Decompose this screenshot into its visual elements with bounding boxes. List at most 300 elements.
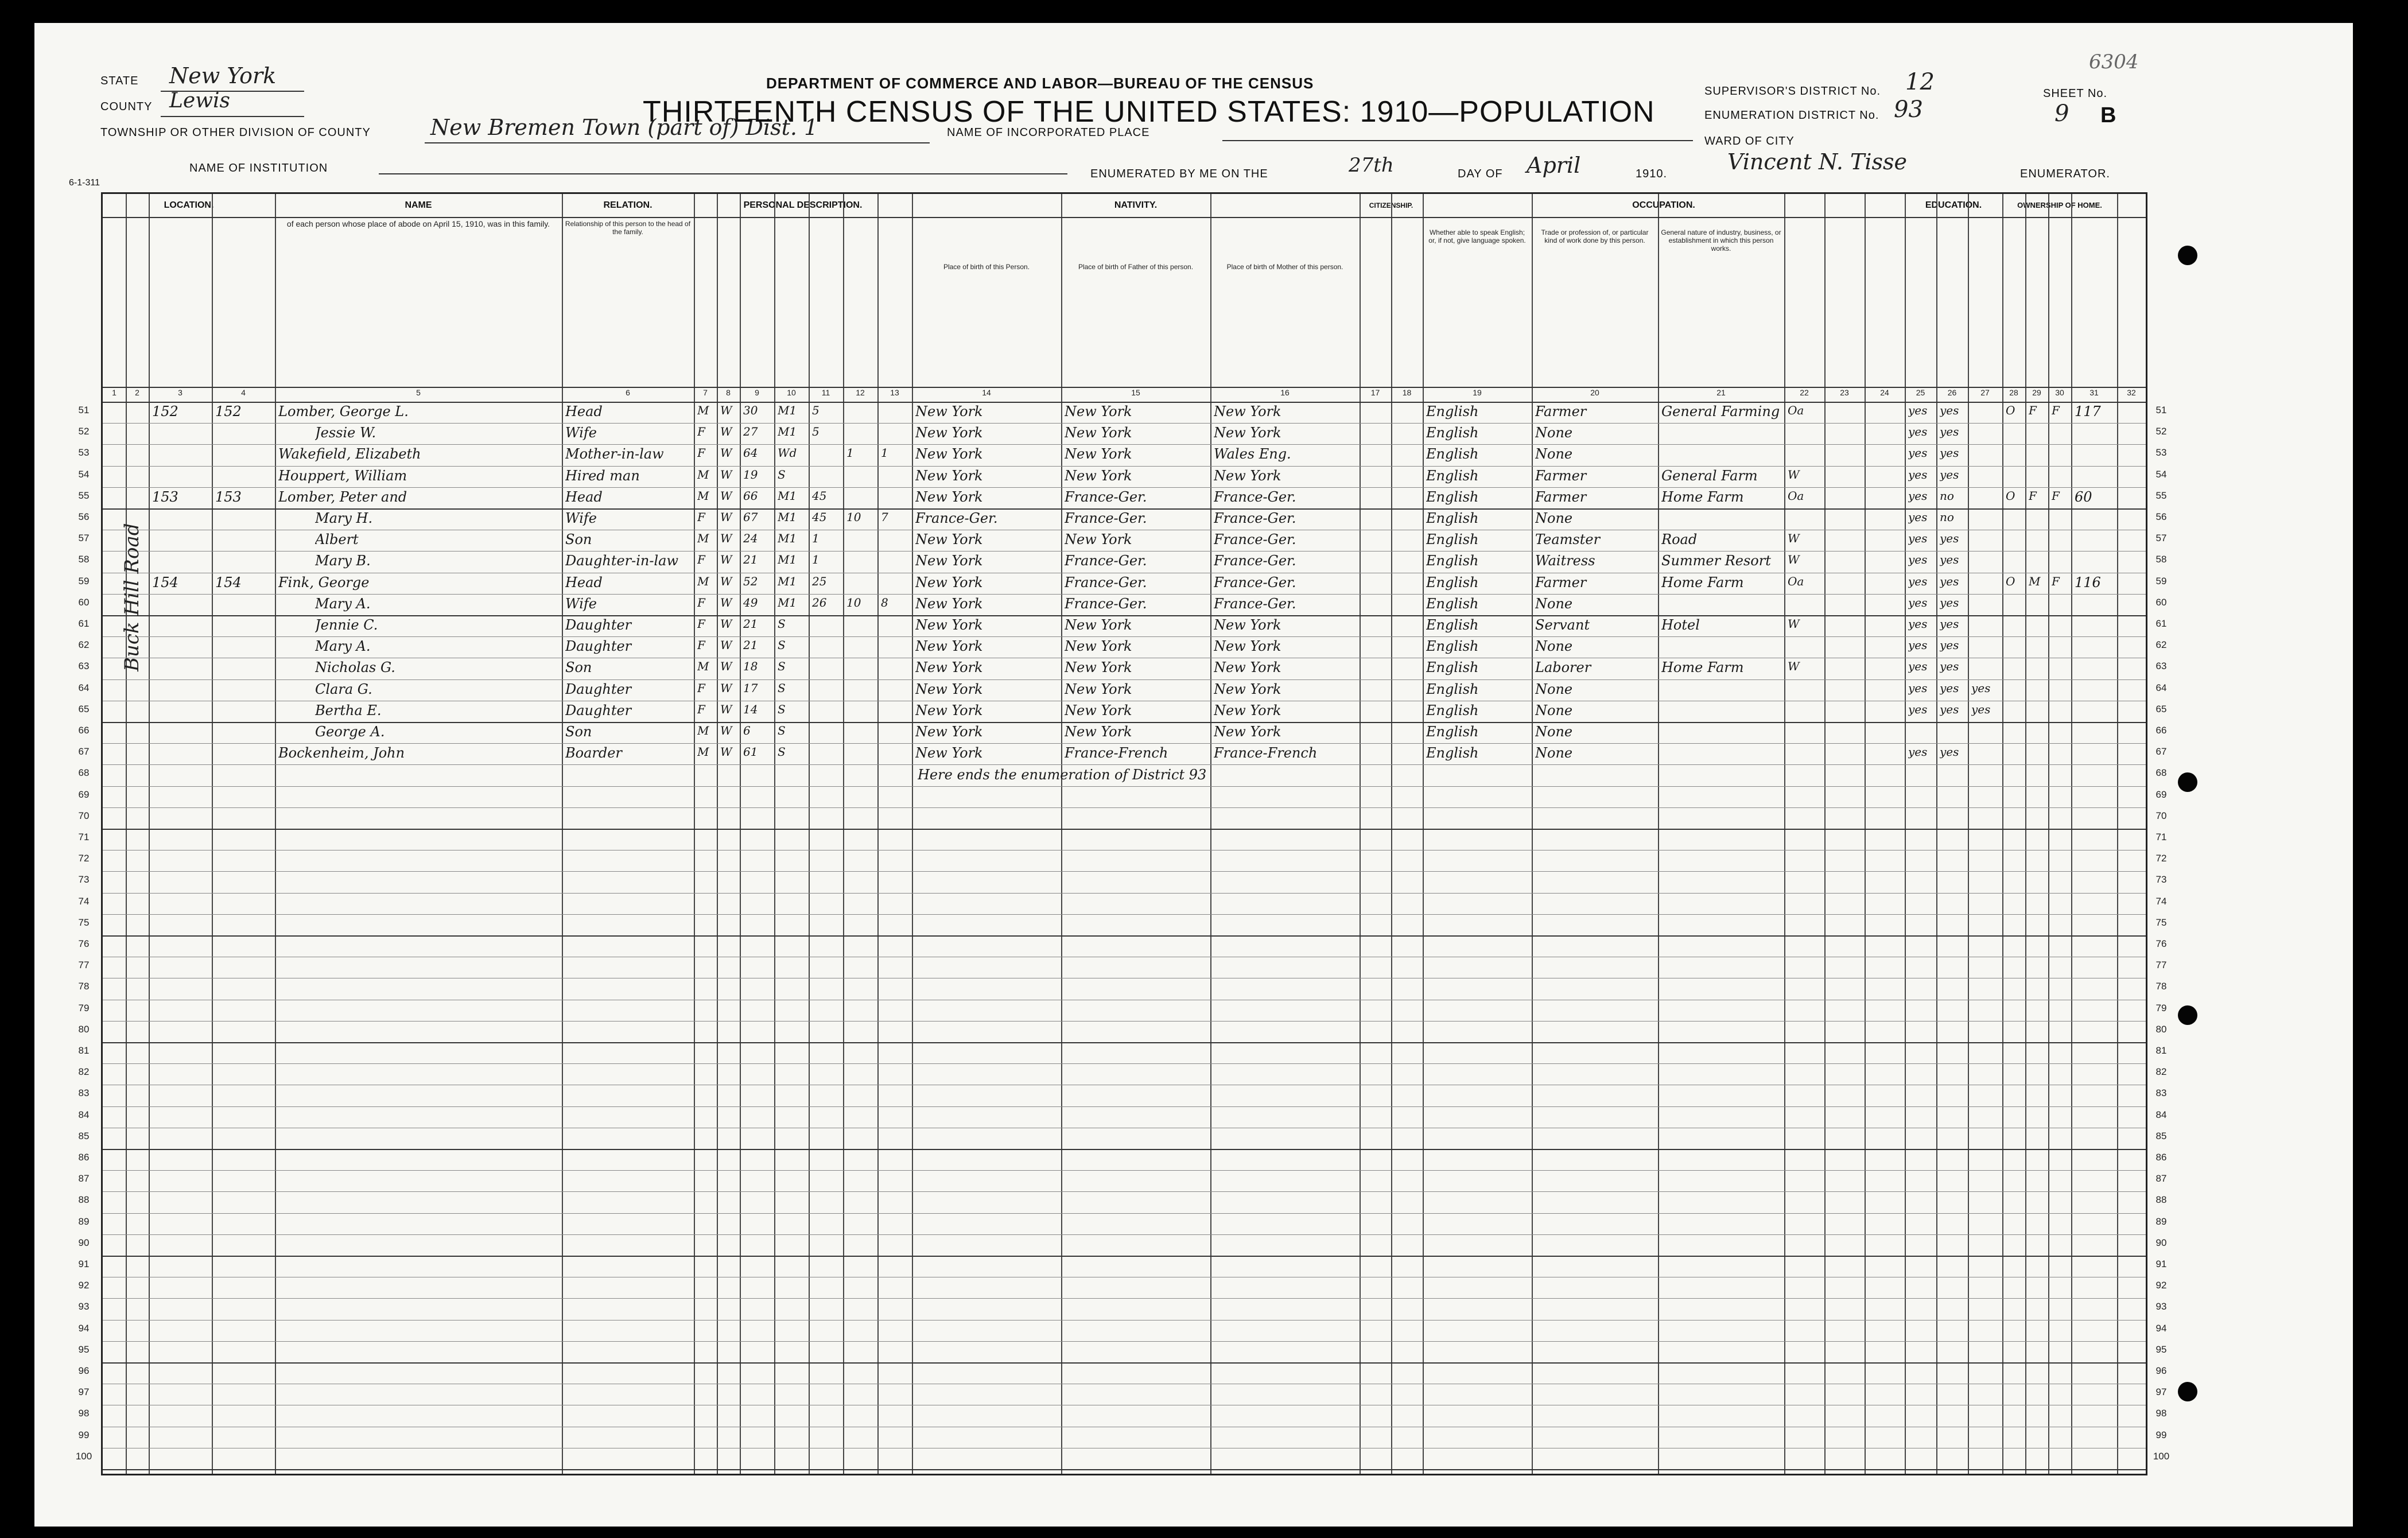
cell-birth: New York bbox=[915, 617, 983, 633]
line-number: 83 bbox=[2155, 1088, 2167, 1099]
cell-birth: France-Ger. bbox=[915, 510, 998, 526]
binder-hole bbox=[2178, 1382, 2197, 1401]
group-education: EDUCATION. bbox=[1925, 200, 1982, 210]
line-number: 78 bbox=[78, 981, 90, 992]
cell-mother-birth: France-French bbox=[1214, 745, 1318, 762]
row-rule bbox=[103, 466, 2146, 467]
line-number: 77 bbox=[2155, 960, 2167, 971]
cell-sex: F bbox=[697, 553, 705, 567]
line-number: 59 bbox=[78, 575, 90, 587]
binder-hole bbox=[2178, 772, 2197, 792]
cell-race: W bbox=[720, 681, 732, 695]
cell-relation: Hired man bbox=[565, 467, 640, 484]
column-number: 11 bbox=[821, 388, 830, 397]
line-number: 59 bbox=[2155, 575, 2167, 587]
cell-industry: Road bbox=[1661, 531, 1698, 548]
cell-mother-birth: New York bbox=[1214, 659, 1281, 676]
row-rule bbox=[103, 615, 2146, 616]
cell-mother-birth: New York bbox=[1214, 681, 1281, 697]
cell-trade: Waitress bbox=[1535, 553, 1595, 569]
cell-school: yes bbox=[1971, 702, 1991, 716]
enum-district-value: 93 bbox=[1894, 96, 1923, 123]
cell-relation: Wife bbox=[565, 425, 597, 441]
cell-father-birth: New York bbox=[1065, 659, 1132, 676]
line-number: 58 bbox=[78, 554, 90, 565]
cell-marital: M1 bbox=[778, 595, 797, 609]
cell-write: yes bbox=[1940, 574, 1959, 588]
cell-dwelling: 153 bbox=[152, 488, 178, 505]
cell-language: English bbox=[1426, 659, 1479, 676]
cell-class: W bbox=[1788, 467, 1800, 481]
cell-read: yes bbox=[1908, 553, 1928, 567]
colhead-birth-mother: Place of birth of Mother of this person. bbox=[1226, 263, 1343, 271]
line-number: 52 bbox=[2155, 426, 2167, 437]
cell-sex: F bbox=[697, 702, 705, 716]
column-rule bbox=[809, 194, 810, 1474]
column-number: 29 bbox=[2032, 388, 2041, 397]
line-number: 51 bbox=[2155, 405, 2167, 415]
cell-years-married: 25 bbox=[812, 574, 827, 588]
enumerated-label: ENUMERATED BY ME ON THE bbox=[1090, 168, 1268, 180]
cell-father-birth: France-French bbox=[1065, 745, 1168, 762]
cell-industry: General Farming bbox=[1661, 403, 1780, 420]
column-number: 31 bbox=[2089, 388, 2099, 397]
cell-race: W bbox=[720, 510, 732, 524]
row-rule bbox=[103, 1234, 2146, 1235]
line-number: 97 bbox=[2155, 1386, 2167, 1398]
column-number: 20 bbox=[1590, 388, 1599, 397]
cell-name: Mary B. bbox=[315, 553, 371, 569]
column-rule bbox=[1865, 194, 1866, 1474]
cell-marital: M1 bbox=[778, 488, 797, 503]
cell-relation: Head bbox=[565, 403, 603, 420]
cell-race: W bbox=[720, 531, 732, 546]
cell-mother-birth: France-Ger. bbox=[1214, 595, 1296, 612]
cell-language: English bbox=[1426, 488, 1479, 505]
row-rule bbox=[103, 444, 2146, 445]
cell-sex: M bbox=[697, 467, 709, 481]
column-rule bbox=[562, 194, 563, 1474]
column-number: 22 bbox=[1800, 388, 1809, 397]
cell-owned: O bbox=[2006, 403, 2015, 417]
line-number: 75 bbox=[2155, 916, 2167, 928]
column-number: 19 bbox=[1473, 388, 1482, 397]
cell-age: 6 bbox=[743, 724, 751, 737]
cell-trade: None bbox=[1535, 702, 1573, 718]
cell-name: Bertha E. bbox=[315, 702, 382, 718]
cell-trade: None bbox=[1535, 638, 1573, 655]
cell-sex: F bbox=[697, 510, 705, 524]
column-number: 1 bbox=[112, 388, 116, 397]
line-number: 62 bbox=[2155, 639, 2167, 651]
line-number: 91 bbox=[78, 1259, 90, 1269]
cell-race: W bbox=[720, 745, 732, 759]
cell-birth: New York bbox=[915, 574, 983, 591]
column-number: 15 bbox=[1131, 388, 1140, 397]
cell-trade: None bbox=[1535, 425, 1573, 441]
row-rule bbox=[103, 829, 2146, 830]
line-number: 55 bbox=[78, 490, 90, 501]
cell-birth: New York bbox=[915, 681, 983, 697]
line-number: 97 bbox=[78, 1386, 90, 1398]
row-rule bbox=[103, 1213, 2146, 1214]
cell-marital: S bbox=[778, 467, 786, 481]
cell-birth: New York bbox=[915, 403, 983, 420]
cell-name: Houppert, William bbox=[278, 467, 407, 484]
column-rule bbox=[1905, 194, 1906, 1474]
line-number: 83 bbox=[78, 1088, 90, 1099]
cell-write: yes bbox=[1940, 446, 1959, 460]
cell-write: yes bbox=[1940, 638, 1959, 653]
cell-class: W bbox=[1788, 659, 1800, 674]
line-number: 92 bbox=[2155, 1280, 2167, 1291]
line-number: 93 bbox=[78, 1301, 90, 1312]
line-number: 65 bbox=[78, 703, 90, 714]
cell-trade: Teamster bbox=[1535, 531, 1601, 548]
line-number: 86 bbox=[78, 1152, 90, 1163]
cell-race: W bbox=[720, 659, 732, 674]
line-number: 91 bbox=[2155, 1259, 2167, 1269]
cell-write: yes bbox=[1940, 617, 1959, 631]
binder-hole bbox=[2178, 246, 2197, 265]
cell-father-birth: New York bbox=[1065, 425, 1132, 441]
line-number: 82 bbox=[2155, 1066, 2167, 1078]
column-rule bbox=[1936, 194, 1937, 1474]
cell-read: yes bbox=[1908, 574, 1928, 588]
row-rule bbox=[103, 743, 2146, 744]
cell-race: W bbox=[720, 488, 732, 503]
line-number: 88 bbox=[78, 1194, 90, 1206]
cell-name: Clara G. bbox=[315, 681, 372, 697]
state-label: STATE bbox=[100, 75, 139, 87]
cell-marital: M1 bbox=[778, 403, 797, 417]
cell-trade: None bbox=[1535, 681, 1573, 697]
cell-family: 154 bbox=[215, 574, 242, 591]
cell-write: yes bbox=[1940, 659, 1959, 674]
cell-age: 67 bbox=[743, 510, 758, 524]
column-rule bbox=[149, 194, 150, 1474]
cell-mother-birth: Wales Eng. bbox=[1214, 446, 1291, 463]
cell-farm: F bbox=[2052, 488, 2060, 503]
cell-father-birth: France-Ger. bbox=[1065, 553, 1147, 569]
column-rule bbox=[2025, 194, 2026, 1474]
column-rule bbox=[740, 194, 741, 1474]
line-number: 84 bbox=[2155, 1109, 2167, 1120]
line-number: 95 bbox=[78, 1343, 90, 1355]
cell-write: yes bbox=[1940, 553, 1959, 567]
cell-father-birth: New York bbox=[1065, 446, 1132, 463]
line-number: 72 bbox=[78, 853, 90, 864]
enumerated-day: 27th bbox=[1349, 154, 1394, 177]
cell-relation: Daughter bbox=[565, 681, 632, 697]
form-number: 6-1-311 bbox=[69, 178, 100, 188]
group-nativity: NATIVITY. bbox=[1114, 200, 1158, 210]
closing-note: Here ends the enumeration of District 93 bbox=[918, 767, 1207, 783]
street-name: Buck Hill Road bbox=[121, 523, 143, 671]
cell-family: 152 bbox=[215, 403, 242, 420]
column-number: 7 bbox=[703, 388, 708, 397]
group-location: LOCATION. bbox=[164, 200, 214, 210]
cell-relation: Mother-in-law bbox=[565, 446, 664, 463]
row-rule bbox=[103, 679, 2146, 680]
cell-trade: Farmer bbox=[1535, 574, 1587, 591]
column-number: 16 bbox=[1280, 388, 1290, 397]
column-number: 32 bbox=[2127, 388, 2136, 397]
cell-marital: M1 bbox=[778, 510, 797, 524]
column-number: 3 bbox=[178, 388, 182, 397]
line-number: 96 bbox=[2155, 1365, 2167, 1376]
line-number: 93 bbox=[2155, 1301, 2167, 1312]
row-rule bbox=[103, 807, 2146, 808]
cell-write: no bbox=[1940, 488, 1954, 503]
cell-race: W bbox=[720, 638, 732, 653]
column-number: 26 bbox=[1947, 388, 1957, 397]
cell-race: W bbox=[720, 574, 732, 588]
cell-school: yes bbox=[1971, 681, 1991, 695]
cell-farm: F bbox=[2052, 574, 2060, 588]
cell-read: yes bbox=[1908, 446, 1928, 460]
county-value: Lewis bbox=[169, 89, 231, 112]
cell-father-birth: France-Ger. bbox=[1065, 595, 1147, 612]
cell-read: yes bbox=[1908, 531, 1928, 546]
cell-farm: F bbox=[2052, 403, 2060, 417]
cell-relation: Daughter bbox=[565, 638, 632, 655]
cell-race: W bbox=[720, 467, 732, 481]
row-rule bbox=[103, 914, 2146, 915]
row-rule bbox=[103, 1149, 2146, 1150]
column-number: 30 bbox=[2055, 388, 2064, 397]
incorporated-label: NAME OF INCORPORATED PLACE bbox=[947, 126, 1150, 139]
cell-schedule: 60 bbox=[2075, 488, 2092, 505]
cell-language: English bbox=[1426, 745, 1479, 762]
cell-family: 153 bbox=[215, 488, 242, 505]
cell-name: Bockenheim, John bbox=[278, 745, 405, 762]
cell-sex: F bbox=[697, 638, 705, 653]
line-number: 92 bbox=[78, 1280, 90, 1291]
cell-birth: New York bbox=[915, 488, 983, 505]
cell-read: yes bbox=[1908, 510, 1928, 524]
cell-sex: F bbox=[697, 425, 705, 439]
cell-marital: M1 bbox=[778, 531, 797, 546]
row-rule bbox=[103, 1106, 2146, 1107]
sheet-value: 9 bbox=[2054, 100, 2069, 127]
line-number: 69 bbox=[78, 789, 90, 800]
cell-father-birth: New York bbox=[1065, 638, 1132, 655]
cell-relation: Daughter-in-law bbox=[565, 553, 679, 569]
cell-read: yes bbox=[1908, 488, 1928, 503]
cell-race: W bbox=[720, 553, 732, 567]
cell-trade: Farmer bbox=[1535, 403, 1587, 420]
column-rule bbox=[1391, 194, 1392, 1474]
cell-language: English bbox=[1426, 467, 1479, 484]
county-label: COUNTY bbox=[100, 100, 153, 113]
cell-marital: S bbox=[778, 617, 786, 631]
cell-children-born: 10 bbox=[846, 510, 861, 524]
incorporated-underline bbox=[1222, 140, 1693, 141]
line-number: 74 bbox=[2155, 895, 2167, 907]
line-number: 56 bbox=[2155, 511, 2167, 522]
column-rule bbox=[275, 194, 276, 1474]
cell-age: 17 bbox=[743, 681, 758, 695]
cell-mother-birth: New York bbox=[1214, 425, 1281, 441]
cell-father-birth: New York bbox=[1065, 403, 1132, 420]
line-number: 68 bbox=[2155, 767, 2167, 779]
line-number: 73 bbox=[2155, 874, 2167, 885]
line-number: 90 bbox=[78, 1237, 90, 1248]
row-rule bbox=[103, 423, 2146, 424]
line-number: 53 bbox=[78, 447, 90, 459]
row-rule bbox=[103, 935, 2146, 937]
cell-children-living: 7 bbox=[881, 510, 888, 524]
line-number: 99 bbox=[78, 1429, 90, 1440]
cell-marital: S bbox=[778, 702, 786, 716]
cell-birth: New York bbox=[915, 745, 983, 762]
line-number: 58 bbox=[2155, 554, 2167, 565]
row-rule bbox=[103, 1042, 2146, 1043]
institution-underline bbox=[379, 173, 1067, 174]
cell-language: English bbox=[1426, 724, 1479, 740]
column-rule bbox=[717, 194, 718, 1474]
cell-mother-birth: France-Ger. bbox=[1214, 510, 1296, 526]
cell-write: yes bbox=[1940, 403, 1959, 417]
row-rule bbox=[103, 594, 2146, 595]
line-number: 89 bbox=[78, 1215, 90, 1227]
cell-industry: General Farm bbox=[1661, 467, 1758, 484]
cell-write: yes bbox=[1940, 425, 1959, 439]
cell-industry: Summer Resort bbox=[1661, 553, 1771, 569]
line-number: 85 bbox=[2155, 1130, 2167, 1141]
cell-relation: Son bbox=[565, 531, 592, 548]
column-number: 4 bbox=[241, 388, 246, 397]
line-number: 66 bbox=[2155, 725, 2167, 736]
cell-language: English bbox=[1426, 446, 1479, 463]
cell-relation: Wife bbox=[565, 595, 597, 612]
line-number: 64 bbox=[2155, 682, 2167, 693]
cell-mother-birth: New York bbox=[1214, 638, 1281, 655]
cell-sex: M bbox=[697, 574, 709, 588]
line-number: 65 bbox=[2155, 703, 2167, 714]
cell-age: 21 bbox=[743, 617, 758, 631]
cell-age: 64 bbox=[743, 446, 758, 460]
cell-class: W bbox=[1788, 531, 1800, 546]
cell-father-birth: New York bbox=[1065, 724, 1132, 740]
cell-age: 30 bbox=[743, 403, 758, 417]
colhead-relation: Relationship of this person to the head of the family. bbox=[565, 220, 691, 236]
column-number: 12 bbox=[856, 388, 865, 397]
cell-sex: M bbox=[697, 745, 709, 759]
ward-label: WARD OF CITY bbox=[1704, 135, 1795, 147]
cell-father-birth: New York bbox=[1065, 617, 1132, 633]
cell-age: 21 bbox=[743, 553, 758, 567]
line-number: 78 bbox=[2155, 981, 2167, 992]
line-number: 85 bbox=[78, 1130, 90, 1141]
cell-industry: Hotel bbox=[1661, 617, 1700, 633]
cell-father-birth: France-Ger. bbox=[1065, 488, 1147, 505]
cell-mother-birth: France-Ger. bbox=[1214, 574, 1296, 591]
column-number: 6 bbox=[626, 388, 630, 397]
column-rule bbox=[843, 194, 844, 1474]
line-number: 67 bbox=[78, 746, 90, 758]
cell-father-birth: New York bbox=[1065, 681, 1132, 697]
township-underline bbox=[425, 142, 930, 143]
row-rule bbox=[103, 1469, 2146, 1470]
column-number: 21 bbox=[1716, 388, 1726, 397]
cell-mother-birth: New York bbox=[1214, 724, 1281, 740]
cell-race: W bbox=[720, 617, 732, 631]
cell-birth: New York bbox=[915, 425, 983, 441]
cell-marital: M1 bbox=[778, 574, 797, 588]
cell-birth: New York bbox=[915, 702, 983, 718]
cell-mother-birth: New York bbox=[1214, 702, 1281, 718]
column-number: 14 bbox=[982, 388, 991, 397]
cell-schedule: 116 bbox=[2075, 574, 2101, 591]
column-rule bbox=[1061, 194, 1062, 1474]
cell-read: yes bbox=[1908, 638, 1928, 653]
group-occupation: OCCUPATION. bbox=[1632, 200, 1695, 210]
column-number: 17 bbox=[1370, 388, 1380, 397]
column-rule bbox=[912, 194, 913, 1474]
line-number: 81 bbox=[78, 1045, 90, 1056]
cell-language: English bbox=[1426, 638, 1479, 655]
column-number: 5 bbox=[416, 388, 421, 397]
cell-marital: S bbox=[778, 724, 786, 737]
line-number: 62 bbox=[78, 639, 90, 651]
cell-birth: New York bbox=[915, 638, 983, 655]
column-number: 24 bbox=[1880, 388, 1889, 397]
line-number: 88 bbox=[2155, 1194, 2167, 1206]
cell-age: 19 bbox=[743, 467, 758, 481]
column-rule bbox=[1784, 194, 1785, 1474]
cell-years-married: 5 bbox=[812, 425, 820, 439]
year-value: 1910. bbox=[1636, 168, 1668, 180]
cell-write: yes bbox=[1940, 595, 1959, 609]
line-number: 56 bbox=[78, 511, 90, 522]
cell-read: yes bbox=[1908, 595, 1928, 609]
cell-write: yes bbox=[1940, 681, 1959, 695]
cell-father-birth: New York bbox=[1065, 531, 1132, 548]
group-name: NAME bbox=[405, 200, 432, 210]
cell-age: 66 bbox=[743, 488, 758, 503]
cell-class: Oa bbox=[1788, 574, 1804, 588]
cell-years-married: 5 bbox=[812, 403, 820, 417]
cell-language: English bbox=[1426, 681, 1479, 697]
cell-class: Oa bbox=[1788, 488, 1804, 503]
cell-read: yes bbox=[1908, 617, 1928, 631]
line-number: 74 bbox=[78, 895, 90, 907]
row-rule bbox=[103, 1063, 2146, 1064]
cell-write: yes bbox=[1940, 745, 1959, 759]
cell-name: George A. bbox=[315, 724, 385, 740]
enumerator-name: Vincent N. Tisse bbox=[1727, 149, 1907, 174]
line-number: 63 bbox=[2155, 661, 2167, 672]
line-number: 81 bbox=[2155, 1045, 2167, 1056]
cell-sex: F bbox=[697, 617, 705, 631]
cell-marital: M1 bbox=[778, 553, 797, 567]
colhead-birth-father: Place of birth of Father of this person. bbox=[1078, 263, 1194, 271]
cell-relation: Wife bbox=[565, 510, 597, 526]
cell-years-married: 1 bbox=[812, 531, 820, 546]
cell-birth: New York bbox=[915, 595, 983, 612]
colhead-birth-person: Place of birth of this Person. bbox=[943, 263, 1030, 271]
cell-write: yes bbox=[1940, 702, 1959, 716]
row-rule bbox=[103, 1191, 2146, 1192]
cell-class: Oa bbox=[1788, 403, 1804, 417]
row-rule bbox=[103, 217, 2146, 218]
line-number: 72 bbox=[2155, 853, 2167, 864]
line-number: 77 bbox=[78, 960, 90, 971]
line-number: 75 bbox=[78, 916, 90, 928]
line-number: 90 bbox=[2155, 1237, 2167, 1248]
